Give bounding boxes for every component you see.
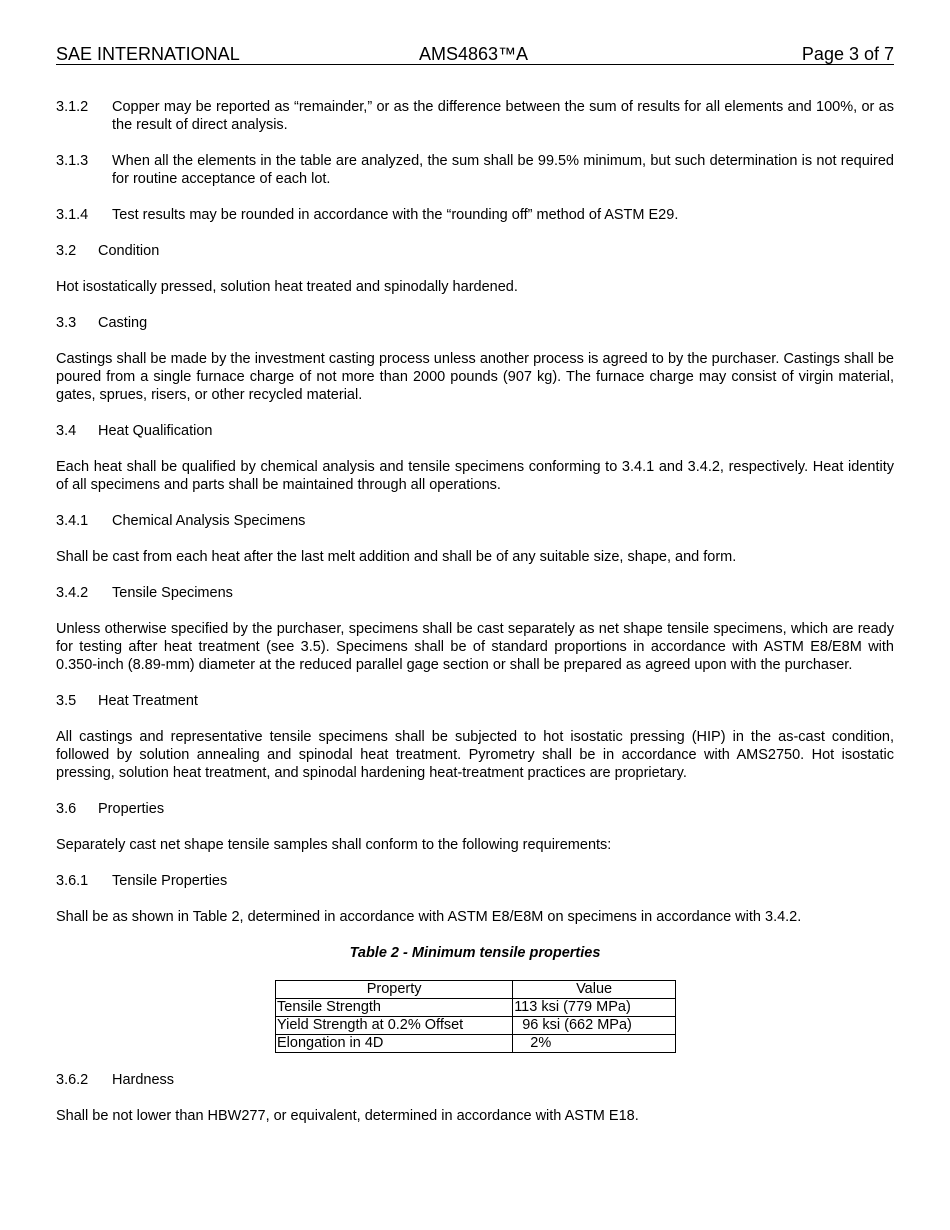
section-3-6-body: Separately cast net shape tensile samples shall conform to the following requirements: — [56, 837, 612, 853]
value-cell: 2% — [513, 1035, 676, 1053]
paragraph-number: 3.1.3 — [56, 153, 89, 169]
paragraph-text: Copper may be reported as “remainder,” or as the difference between the sum of results for all elements and 100%, or as the result of direct analysis. — [112, 99, 894, 133]
heading-title: Heat Treatment — [98, 693, 198, 709]
column-header-property: Property — [276, 981, 513, 999]
paragraph-number: 3.1.2 — [56, 99, 89, 115]
paragraph-3-1-3 — [56, 152, 894, 188]
section-3-4-1-body: Shall be cast from each heat after the last melt addition and shall be of any suitable size, shape, and form. — [56, 549, 737, 565]
heading-title: Casting — [98, 315, 148, 331]
table-header-row — [276, 981, 676, 999]
property-cell: Tensile Strength — [276, 999, 513, 1017]
heading-title: Heat Qualification — [98, 423, 213, 439]
heading-number: 3.4 — [56, 423, 77, 439]
heading-number: 3.6.2 — [56, 1072, 89, 1088]
paragraph-3-1-4 — [56, 206, 894, 224]
paragraph-number: 3.1.4 — [56, 207, 89, 223]
header-org: SAE INTERNATIONAL — [56, 44, 240, 64]
heading-number: 3.4.2 — [56, 585, 89, 601]
section-3-6-2-body: Shall be not lower than HBW277, or equivalent, determined in accordance with ASTM E18. — [56, 1108, 639, 1124]
heading-3-6-1 — [56, 872, 894, 890]
heading-number: 3.5 — [56, 693, 77, 709]
heading-title: Hardness — [112, 1072, 175, 1088]
heading-3-4-2 — [56, 584, 894, 602]
column-header-value: Value — [513, 981, 676, 999]
table-row — [276, 1035, 676, 1053]
table-row — [276, 999, 676, 1017]
document-body — [56, 98, 894, 1143]
heading-number: 3.6 — [56, 801, 77, 817]
heading-3-4-1 — [56, 512, 894, 530]
heading-3-6-2 — [56, 1071, 894, 1089]
heading-3-6 — [56, 800, 894, 818]
paragraph-text: Test results may be rounded in accordance with the “rounding off” method of ASTM E29. — [112, 207, 679, 223]
table-row — [276, 1017, 676, 1035]
section-3-4-2-body: Unless otherwise specified by the purchaser, specimens shall be cast separately as net shape tensile specimens, which are ready for testing after heat treatment (see 3.5). Specimens shall be of standard proportions in accordance with ASTM E8/E8M with 0.350-inch (8.89-mm) diameter at the reduced parallel gage section or shall be prepared as agreed upon with the purchaser. — [56, 621, 894, 673]
heading-number: 3.2 — [56, 243, 77, 259]
paragraph-3-1-2 — [56, 98, 894, 134]
section-3-3-body: Castings shall be made by the investment casting process unless another process is agreed to by the purchaser. Castings shall be poured from a single furnace charge of not more than 2000 pounds (907 kg). The furnace charge may consist of virgin material, gates, sprues, risers, or other recycled material. — [56, 351, 894, 403]
section-3-2-body: Hot isostatically pressed, solution heat treated and spinodally hardened. — [56, 279, 518, 295]
heading-number: 3.4.1 — [56, 513, 89, 529]
heading-3-2 — [56, 242, 894, 260]
heading-number: 3.6.1 — [56, 873, 89, 889]
heading-number: 3.3 — [56, 315, 77, 331]
heading-title: Tensile Properties — [112, 873, 228, 889]
heading-3-5 — [56, 692, 894, 710]
heading-3-4 — [56, 422, 894, 440]
heading-title: Condition — [98, 243, 160, 259]
section-3-5-body: All castings and representative tensile specimens shall be subjected to hot isostatic pressing (HIP) in the as-cast condition, followed by solution annealing and spinodal heat treatment. Pyrometry shall be in accordance with AMS2750. Hot isostatic pressing, solution heat treatment, and spinodal hardening heat-treatment practices are proprietary. — [56, 729, 894, 781]
property-cell: Yield Strength at 0.2% Offset — [276, 1017, 513, 1035]
heading-title: Chemical Analysis Specimens — [112, 513, 306, 529]
value-cell: 96 ksi (662 MPa) — [513, 1017, 676, 1035]
tensile-properties-table — [275, 980, 676, 1053]
section-3-4-body: Each heat shall be qualified by chemical analysis and tensile specimens conforming to 3.4.1 and 3.4.2, respectively. Heat identity of all specimens and parts shall be maintained through all operations. — [56, 459, 894, 493]
page-header — [56, 44, 894, 65]
heading-3-3 — [56, 314, 894, 332]
heading-title: Properties — [98, 801, 165, 817]
header-page-number: Page 3 of 7 — [801, 44, 894, 64]
heading-title: Tensile Specimens — [112, 585, 233, 601]
section-3-6-1-body: Shall be as shown in Table 2, determined in accordance with ASTM E8/E8M on specimens in accordance with 3.4.2. — [56, 909, 802, 925]
property-cell: Elongation in 4D — [276, 1035, 513, 1053]
header-doc-id: AMS4863™A — [419, 44, 529, 64]
table-2-caption: Table 2 - Minimum tensile properties — [349, 945, 601, 961]
paragraph-text: When all the elements in the table are analyzed, the sum shall be 99.5% minimum, but such determination is not required for routine acceptance of each lot. — [112, 153, 894, 187]
value-cell: 113 ksi (779 MPa) — [513, 999, 676, 1017]
